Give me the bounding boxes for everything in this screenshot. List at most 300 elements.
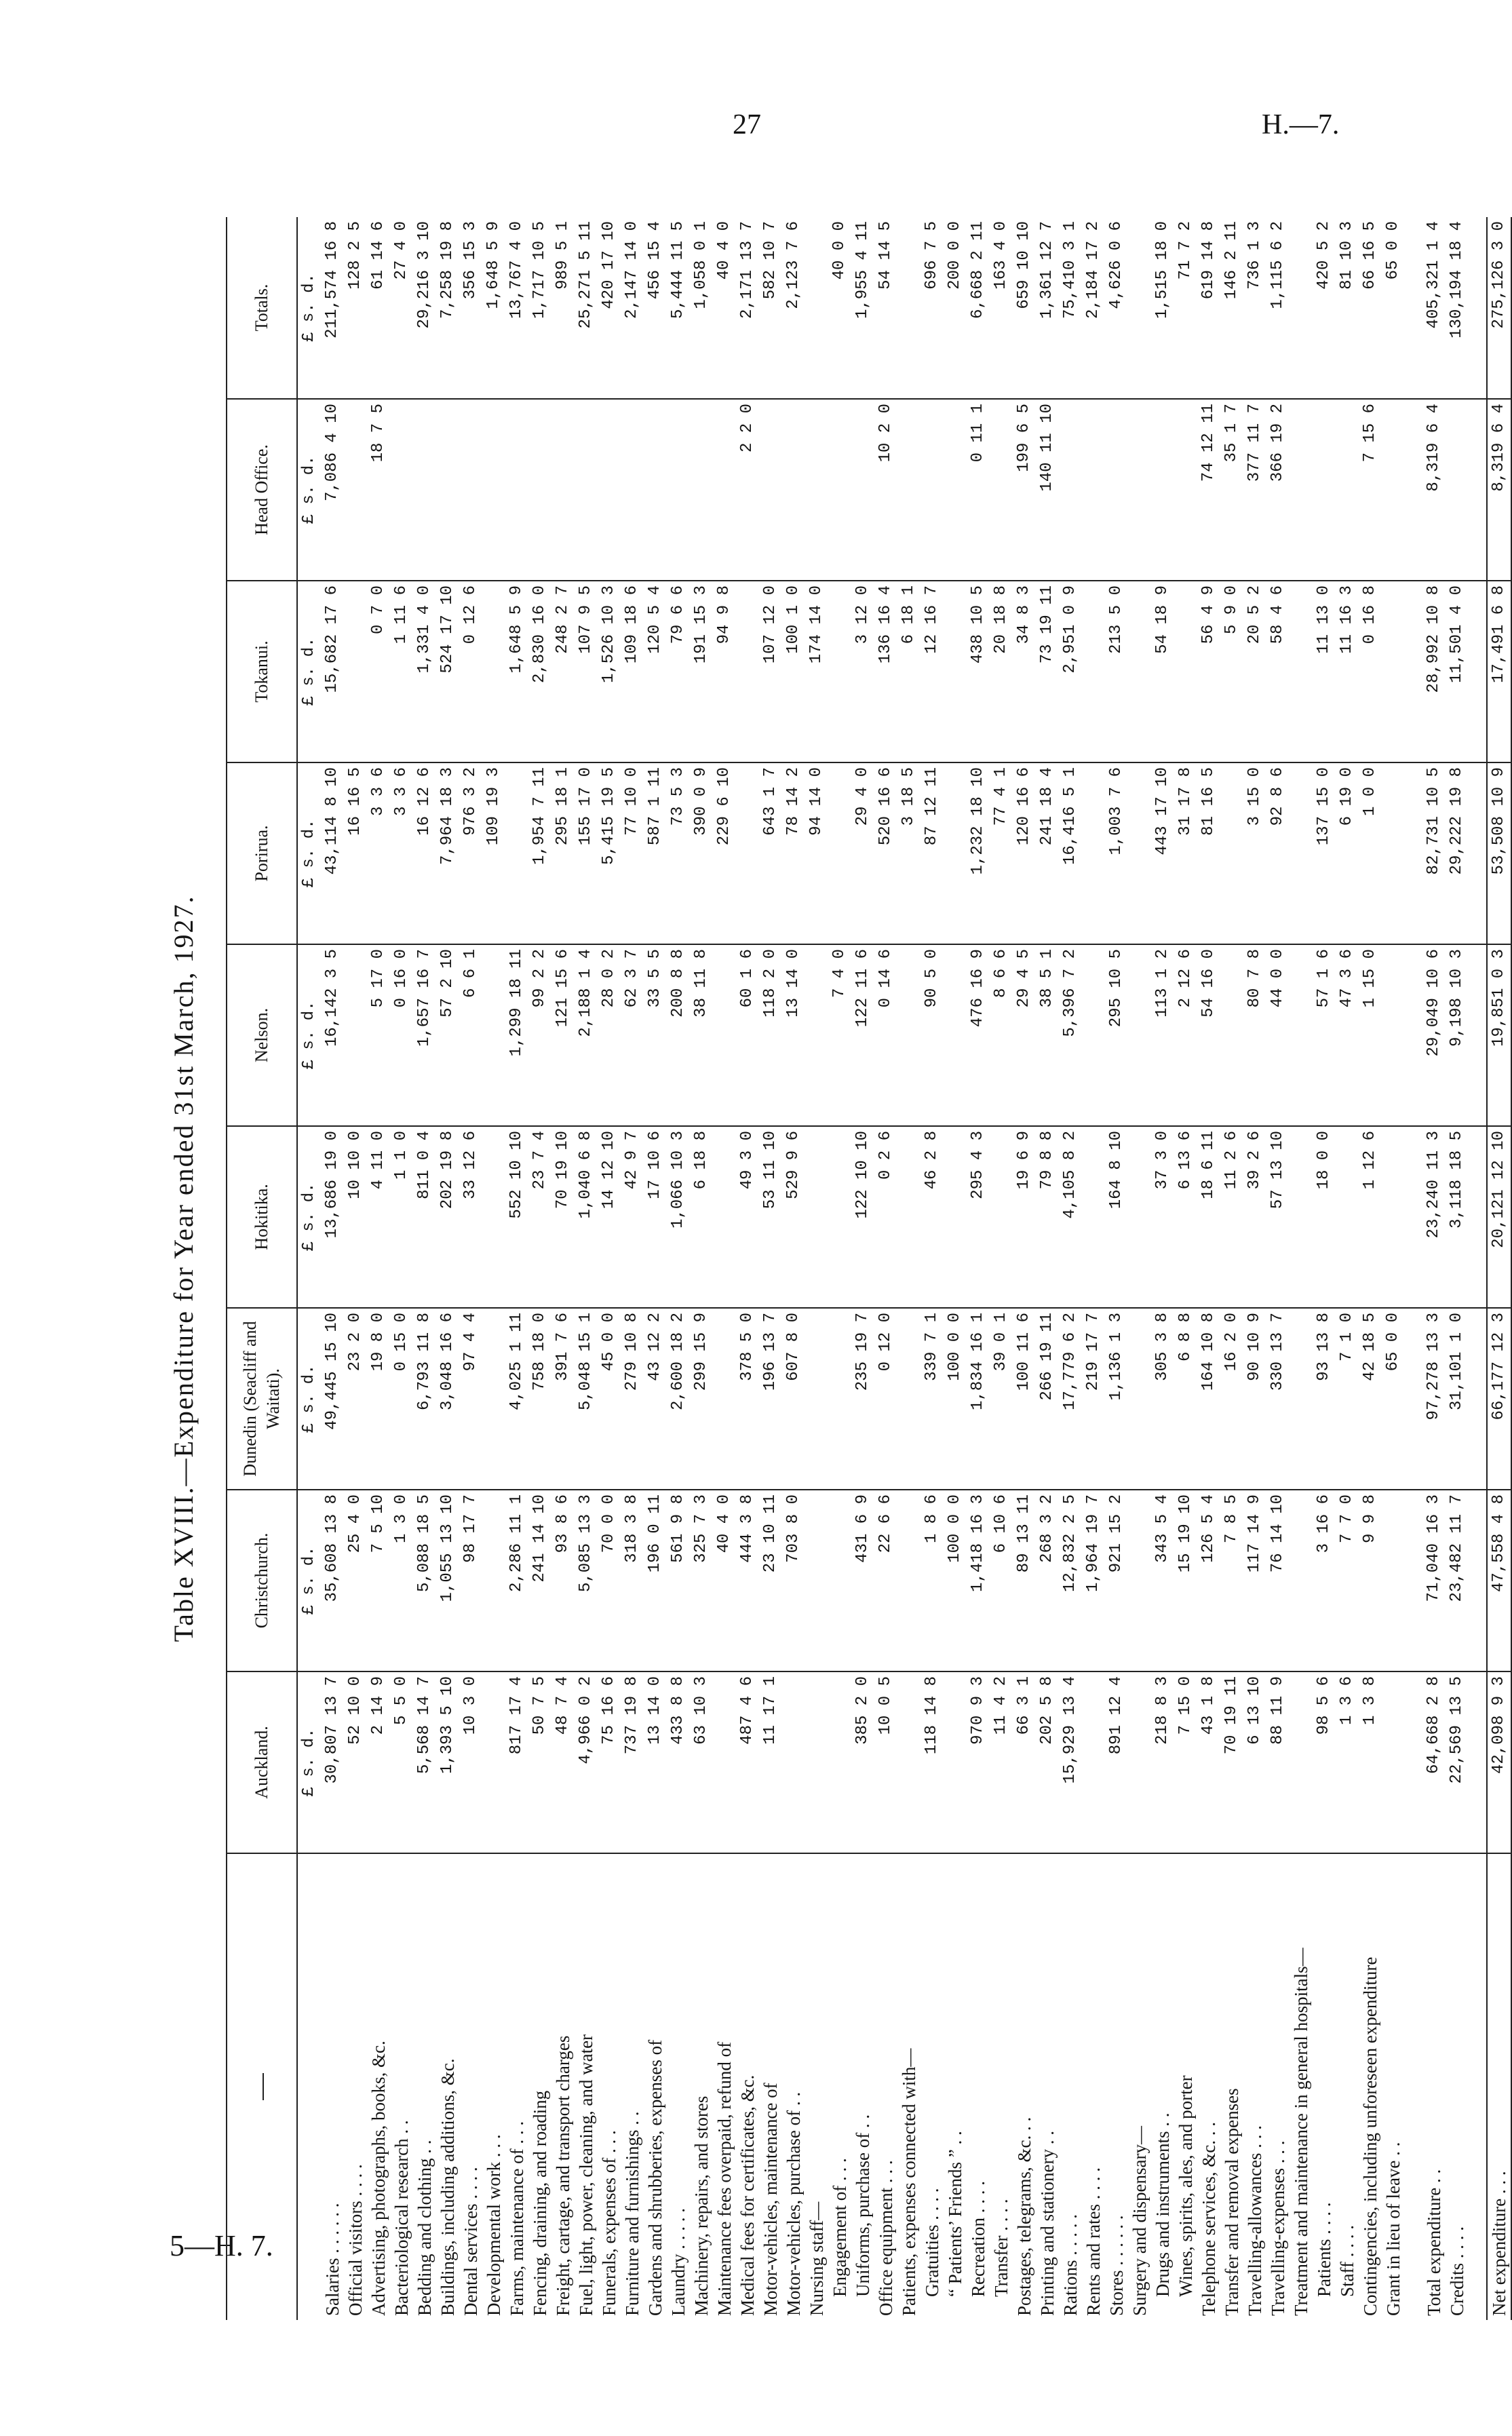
col-header: Christchurch. xyxy=(227,1490,297,1671)
amount-cell xyxy=(1382,581,1405,762)
amount-cell: 35 1 7 xyxy=(1220,399,1243,581)
amount-cell: 295 18 1 xyxy=(551,762,575,944)
amount-cell: 1,515 18 0 xyxy=(1151,217,1174,399)
table-row xyxy=(1220,217,1243,2320)
amount-cell: 9,198 10 3 xyxy=(1446,944,1469,1126)
amount-cell: 49 3 0 xyxy=(736,1126,759,1308)
amount-cell xyxy=(1082,581,1105,762)
amount-cell xyxy=(828,581,851,762)
amount-cell: 1,717 10 5 xyxy=(528,217,551,399)
amount-cell xyxy=(1082,399,1105,581)
amount-cell: 199 6 5 xyxy=(1013,399,1036,581)
amount-cell: 117 14 9 xyxy=(1243,1490,1266,1671)
amount-cell: 2,600 18 2 xyxy=(667,1308,690,1490)
amount-cell: 7 7 0 xyxy=(1336,1490,1359,1671)
amount-cell: 1 12 6 xyxy=(1359,1126,1382,1308)
amount-cell: 79 8 8 xyxy=(1036,1126,1059,1308)
amount-cell xyxy=(944,1671,967,1853)
amount-cell: 10 10 0 xyxy=(344,1126,367,1308)
amount-cell: 163 4 0 xyxy=(990,217,1013,399)
table-row xyxy=(1105,217,1128,2320)
amount-cell: 0 15 0 xyxy=(390,1308,413,1490)
col-header: Porirua. xyxy=(227,762,297,944)
table-row xyxy=(367,217,390,2320)
amount-cell xyxy=(1469,1490,1487,1671)
amount-cell: 390 0 9 xyxy=(690,762,713,944)
amount-cell: 93 8 6 xyxy=(551,1490,575,1671)
row-label: Advertising, photographs, books, &c. xyxy=(368,2041,389,2316)
table-row xyxy=(644,217,667,2320)
amount-cell: 330 13 7 xyxy=(1266,1308,1290,1490)
amount-cell: 1,393 5 10 xyxy=(436,1671,459,1853)
amount-cell: 2,171 13 7 xyxy=(736,217,759,399)
amount-cell: 438 10 5 xyxy=(967,581,990,762)
amount-cell: 8,319 6 4 xyxy=(1422,399,1446,581)
amount-cell xyxy=(1405,581,1422,762)
amount-cell: 2 12 6 xyxy=(1174,944,1197,1126)
table-row xyxy=(1128,217,1151,2320)
amount-cell: 80 7 8 xyxy=(1243,944,1266,1126)
amount-cell: 29 4 0 xyxy=(851,762,874,944)
amount-cell: 122 11 6 xyxy=(851,944,874,1126)
col-header: Hokitika. xyxy=(227,1126,297,1308)
amount-cell: 241 18 4 xyxy=(1036,762,1059,944)
amount-cell: 16 2 0 xyxy=(1220,1308,1243,1490)
amount-cell: 19,851 0 3 xyxy=(1487,944,1511,1126)
row-label: Printing and stationery . . xyxy=(1037,2131,1058,2316)
amount-cell: 16,142 3 5 xyxy=(321,944,344,1126)
amount-cell: 54 16 0 xyxy=(1197,944,1220,1126)
row-label: “ Patients’ Friends ” . . xyxy=(945,2131,965,2297)
amount-cell xyxy=(575,399,598,581)
amount-cell: 0 16 0 xyxy=(390,944,413,1126)
amount-cell: 391 7 6 xyxy=(551,1308,575,1490)
amount-cell: 13,686 19 0 xyxy=(321,1126,344,1308)
amount-cell: 200 8 8 xyxy=(667,944,690,1126)
amount-cell: 200 0 0 xyxy=(944,217,967,399)
amount-cell: 28 0 2 xyxy=(598,944,621,1126)
table-row xyxy=(990,217,1013,2320)
amount-cell: 16 12 6 xyxy=(413,762,436,944)
amount-cell: 76 14 10 xyxy=(1266,1490,1290,1671)
amount-cell: 107 12 0 xyxy=(759,581,782,762)
amount-cell: 13,767 4 0 xyxy=(505,217,528,399)
sheet-signature: 5—H. 7. xyxy=(170,2229,273,2262)
table-row xyxy=(505,217,528,2320)
amount-cell: 2,184 17 2 xyxy=(1082,217,1105,399)
amount-cell: 100 11 6 xyxy=(1013,1308,1036,1490)
amount-cell: 81 16 5 xyxy=(1197,762,1220,944)
amount-cell xyxy=(805,1308,828,1490)
amount-cell: 16 16 5 xyxy=(344,762,367,944)
amount-cell: 4 11 0 xyxy=(367,1126,390,1308)
amount-cell: 3 15 0 xyxy=(1243,762,1266,944)
table-row xyxy=(344,217,367,2320)
amount-cell: 218 8 3 xyxy=(1151,1671,1174,1853)
amount-cell: 1 8 6 xyxy=(920,1490,944,1671)
amount-cell: 39 0 1 xyxy=(990,1308,1013,1490)
amount-cell: 976 3 2 xyxy=(459,762,482,944)
row-label: Treatment and maintenance in general hospitals— xyxy=(1291,1948,1311,2316)
amount-cell: 15 19 10 xyxy=(1174,1490,1197,1671)
amount-cell xyxy=(713,1671,736,1853)
amount-cell: 90 10 9 xyxy=(1243,1308,1266,1490)
amount-cell xyxy=(1128,1126,1151,1308)
amount-cell: 1,955 4 11 xyxy=(851,217,874,399)
amount-cell: 7 8 5 xyxy=(1220,1490,1243,1671)
amount-cell: 97,278 13 3 xyxy=(1422,1308,1446,1490)
amount-cell xyxy=(920,399,944,581)
amount-cell: 659 10 10 xyxy=(1013,217,1036,399)
unit-cell xyxy=(297,1853,321,2320)
row-label: Patients, expenses connected with— xyxy=(899,2048,919,2316)
table-row xyxy=(1013,217,1036,2320)
amount-cell: 23 2 0 xyxy=(344,1308,367,1490)
amount-cell: 5,088 18 5 xyxy=(413,1490,436,1671)
amount-cell xyxy=(1290,581,1313,762)
amount-cell xyxy=(897,1308,920,1490)
amount-cell: 1,361 12 7 xyxy=(1036,217,1059,399)
amount-cell xyxy=(1128,217,1151,399)
table-row xyxy=(1382,217,1405,2320)
amount-cell: 2,951 0 9 xyxy=(1059,581,1082,762)
amount-cell: 2,147 14 0 xyxy=(621,217,644,399)
amount-cell: 5,396 7 2 xyxy=(1059,944,1082,1126)
amount-cell xyxy=(690,399,713,581)
amount-cell xyxy=(1405,217,1422,399)
table-row xyxy=(551,217,575,2320)
unit-cell: £ s. d. xyxy=(297,762,321,944)
amount-cell: 5 17 0 xyxy=(367,944,390,1126)
row-label: Motor-vehicles, purchase of . . xyxy=(783,2091,804,2316)
amount-cell: 118 14 8 xyxy=(920,1671,944,1853)
amount-cell: 7,086 4 10 xyxy=(321,399,344,581)
amount-cell: 54 18 9 xyxy=(1151,581,1174,762)
amount-cell: 20 5 2 xyxy=(1243,581,1266,762)
amount-cell: 378 5 0 xyxy=(736,1308,759,1490)
amount-cell: 43 12 2 xyxy=(644,1308,667,1490)
amount-cell: 305 3 8 xyxy=(1151,1308,1174,1490)
amount-cell: 211,574 16 8 xyxy=(321,217,344,399)
amount-cell: 241 14 10 xyxy=(528,1490,551,1671)
amount-cell: 202 19 8 xyxy=(436,1126,459,1308)
amount-cell xyxy=(828,399,851,581)
amount-cell xyxy=(1082,762,1105,944)
amount-cell xyxy=(1405,1308,1422,1490)
amount-cell: 70 0 0 xyxy=(598,1490,621,1671)
amount-cell xyxy=(1382,944,1405,1126)
table-body xyxy=(297,217,1511,2320)
unit-cell: £ s. d. xyxy=(297,1126,321,1308)
amount-cell: 29,216 3 10 xyxy=(413,217,436,399)
amount-cell: 456 15 4 xyxy=(644,217,667,399)
amount-cell: 31 17 8 xyxy=(1174,762,1197,944)
amount-cell xyxy=(851,399,874,581)
amount-cell xyxy=(944,399,967,581)
amount-cell: 155 17 0 xyxy=(575,762,598,944)
amount-cell: 17,779 6 2 xyxy=(1059,1308,1082,1490)
col-header: Tokanui. xyxy=(227,581,297,762)
amount-cell xyxy=(1128,399,1151,581)
amount-cell: 703 8 0 xyxy=(782,1490,805,1671)
amount-cell xyxy=(1469,581,1487,762)
amount-cell: 10 3 0 xyxy=(459,1671,482,1853)
table-row xyxy=(1313,217,1336,2320)
amount-cell: 619 14 8 xyxy=(1197,217,1220,399)
amount-cell: 3 18 5 xyxy=(897,762,920,944)
table-row xyxy=(575,217,598,2320)
amount-cell xyxy=(390,399,413,581)
unit-row xyxy=(297,217,321,2320)
row-label: Machinery, repairs, and stores xyxy=(691,2095,712,2316)
amount-cell: 7 4 0 xyxy=(828,944,851,1126)
amount-cell: 325 7 3 xyxy=(690,1490,713,1671)
amount-cell: 4,966 0 2 xyxy=(575,1671,598,1853)
amount-cell: 54 14 5 xyxy=(874,217,897,399)
amount-cell xyxy=(944,762,967,944)
row-label: Developmental work . . . xyxy=(484,2134,504,2316)
table-row xyxy=(944,217,967,2320)
amount-cell: 405,321 1 4 xyxy=(1422,217,1446,399)
amount-cell: 248 2 7 xyxy=(551,581,575,762)
amount-cell: 213 5 0 xyxy=(1105,581,1128,762)
amount-cell xyxy=(1382,762,1405,944)
amount-cell: 56 4 9 xyxy=(1197,581,1220,762)
amount-cell: 1,232 18 10 xyxy=(967,762,990,944)
amount-cell: 98 5 6 xyxy=(1313,1671,1336,1853)
amount-cell: 1 1 0 xyxy=(390,1126,413,1308)
amount-cell: 2 2 0 xyxy=(736,399,759,581)
amount-cell: 22 6 6 xyxy=(874,1490,897,1671)
table-row xyxy=(390,217,413,2320)
amount-cell: 5 9 0 xyxy=(1220,581,1243,762)
rotated-table-block xyxy=(151,217,1509,2320)
amount-cell: 35,608 13 8 xyxy=(321,1490,344,1671)
row-label: Travelling-expenses . . . xyxy=(1268,2140,1288,2316)
amount-cell: 94 14 0 xyxy=(805,762,828,944)
amount-cell: 8 6 6 xyxy=(990,944,1013,1126)
row-label: Transfer . . . . xyxy=(991,2199,1011,2297)
amount-cell: 1,964 19 7 xyxy=(1082,1490,1105,1671)
amount-cell xyxy=(713,1308,736,1490)
amount-cell: 47 3 6 xyxy=(1336,944,1359,1126)
amount-cell xyxy=(1446,399,1469,581)
amount-cell: 38 11 8 xyxy=(690,944,713,1126)
amount-cell xyxy=(1174,399,1197,581)
amount-cell: 229 6 10 xyxy=(713,762,736,944)
amount-cell: 202 5 8 xyxy=(1036,1671,1059,1853)
amount-cell xyxy=(667,399,690,581)
amount-cell: 420 17 10 xyxy=(598,217,621,399)
amount-cell: 1,954 7 11 xyxy=(528,762,551,944)
amount-cell: 99 2 2 xyxy=(528,944,551,1126)
amount-cell xyxy=(1220,762,1243,944)
amount-cell: 137 15 0 xyxy=(1313,762,1336,944)
amount-cell: 1,058 0 1 xyxy=(690,217,713,399)
col-header: Auckland. xyxy=(227,1671,297,1853)
amount-cell: 529 9 6 xyxy=(782,1126,805,1308)
amount-cell: 20,121 12 10 xyxy=(1487,1126,1511,1308)
amount-cell: 5,085 13 3 xyxy=(575,1490,598,1671)
amount-cell: 10 2 0 xyxy=(874,399,897,581)
amount-cell: 97 4 4 xyxy=(459,1308,482,1490)
amount-cell: 13 14 0 xyxy=(644,1671,667,1853)
amount-cell: 42 9 7 xyxy=(621,1126,644,1308)
amount-cell: 50 7 5 xyxy=(528,1671,551,1853)
row-label: Postages, telegrams, &c. . . xyxy=(1014,2116,1034,2316)
amount-cell: 75 16 6 xyxy=(598,1671,621,1853)
amount-cell: 109 18 6 xyxy=(621,581,644,762)
row-label xyxy=(1405,1853,1422,2320)
amount-cell: 17,491 6 8 xyxy=(1487,581,1511,762)
amount-cell: 431 6 9 xyxy=(851,1490,874,1671)
amount-cell: 3 16 6 xyxy=(1313,1490,1336,1671)
amount-cell xyxy=(1128,1671,1151,1853)
amount-cell: 1,657 16 7 xyxy=(413,944,436,1126)
amount-cell: 88 11 9 xyxy=(1266,1671,1290,1853)
amount-cell: 970 9 3 xyxy=(967,1671,990,1853)
row-label: Medical fees for certificates, &c. xyxy=(737,2074,758,2316)
table-row xyxy=(459,217,482,2320)
amount-cell: 75,410 3 1 xyxy=(1059,217,1082,399)
amount-cell: 9 9 8 xyxy=(1359,1490,1382,1671)
amount-cell: 65 0 0 xyxy=(1382,217,1405,399)
amount-cell: 891 12 4 xyxy=(1105,1671,1128,1853)
amount-cell: 1,055 13 10 xyxy=(436,1490,459,1671)
amount-cell: 82,731 10 5 xyxy=(1422,762,1446,944)
amount-cell: 817 17 4 xyxy=(505,1671,528,1853)
row-label: Furniture and furnishings . . xyxy=(622,2111,642,2316)
amount-cell: 66,177 12 3 xyxy=(1487,1308,1511,1490)
amount-cell xyxy=(344,399,367,581)
amount-cell: 30,807 13 7 xyxy=(321,1671,344,1853)
expenditure-table xyxy=(226,217,1512,2320)
row-label: Freight, cartage, and transport charges xyxy=(553,2035,573,2316)
row-label: Office equipment . . . xyxy=(876,2160,896,2316)
table-row xyxy=(1243,217,1266,2320)
col-header: Nelson. xyxy=(227,944,297,1126)
amount-cell: 29,222 19 8 xyxy=(1446,762,1469,944)
amount-cell xyxy=(759,399,782,581)
amount-cell: 6,793 11 8 xyxy=(413,1308,436,1490)
amount-cell xyxy=(805,944,828,1126)
amount-cell xyxy=(1128,581,1151,762)
amount-cell: 1 15 0 xyxy=(1359,944,1382,1126)
amount-cell: 0 7 0 xyxy=(367,581,390,762)
row-label: Contingencies, including unforeseen expenditure xyxy=(1360,1956,1380,2316)
amount-cell: 93 13 8 xyxy=(1313,1308,1336,1490)
amount-cell: 66 3 1 xyxy=(1013,1671,1036,1853)
amount-cell: 57 2 10 xyxy=(436,944,459,1126)
amount-cell: 66 16 5 xyxy=(1359,217,1382,399)
amount-cell xyxy=(828,1126,851,1308)
amount-cell: 42,098 9 3 xyxy=(1487,1671,1511,1853)
table-row xyxy=(713,217,736,2320)
amount-cell: 23 7 4 xyxy=(528,1126,551,1308)
amount-cell: 4,626 0 6 xyxy=(1105,217,1128,399)
amount-cell: 20 18 8 xyxy=(990,581,1013,762)
amount-cell: 3 3 6 xyxy=(367,762,390,944)
amount-cell: 10 0 5 xyxy=(874,1671,897,1853)
amount-cell: 90 5 0 xyxy=(920,944,944,1126)
amount-cell: 196 13 7 xyxy=(759,1308,782,1490)
amount-cell: 11 16 3 xyxy=(1336,581,1359,762)
amount-cell: 6 13 10 xyxy=(1243,1671,1266,1853)
amount-cell: 47,558 4 8 xyxy=(1487,1490,1511,1671)
amount-cell: 71,040 16 3 xyxy=(1422,1490,1446,1671)
amount-cell: 6 18 1 xyxy=(897,581,920,762)
amount-cell xyxy=(897,1490,920,1671)
amount-cell: 43,114 8 10 xyxy=(321,762,344,944)
amount-cell xyxy=(828,1671,851,1853)
amount-cell: 5,568 14 7 xyxy=(413,1671,436,1853)
amount-cell: 5,048 15 1 xyxy=(575,1308,598,1490)
amount-cell: 191 15 3 xyxy=(690,581,713,762)
amount-cell: 15,929 13 4 xyxy=(1059,1671,1082,1853)
amount-cell xyxy=(1313,399,1336,581)
unit-cell: £ s. d. xyxy=(297,944,321,1126)
amount-cell: 25 4 0 xyxy=(344,1490,367,1671)
spacer-row xyxy=(1405,217,1422,2320)
amount-cell: 0 14 6 xyxy=(874,944,897,1126)
amount-cell: 11,501 4 0 xyxy=(1446,581,1469,762)
amount-cell xyxy=(482,581,505,762)
amount-cell: 1,040 6 8 xyxy=(575,1126,598,1308)
amount-cell xyxy=(1469,1126,1487,1308)
amount-cell xyxy=(1290,1490,1313,1671)
amount-cell: 758 18 0 xyxy=(528,1308,551,1490)
amount-cell: 40 4 0 xyxy=(713,217,736,399)
amount-cell xyxy=(1290,944,1313,1126)
total-row xyxy=(1446,217,1469,2320)
amount-cell: 582 10 7 xyxy=(759,217,782,399)
table-row xyxy=(1151,217,1174,2320)
net-expenditure-row xyxy=(1487,217,1511,2320)
row-label: Drugs and instruments . . xyxy=(1152,2112,1173,2297)
amount-cell xyxy=(897,217,920,399)
table-row xyxy=(967,217,990,2320)
amount-cell: 23,240 11 3 xyxy=(1422,1126,1446,1308)
amount-cell: 6 19 0 xyxy=(1336,762,1359,944)
amount-cell: 1 3 0 xyxy=(390,1490,413,1671)
amount-cell: 120 5 4 xyxy=(644,581,667,762)
table-row xyxy=(482,217,505,2320)
amount-cell: 2,123 7 6 xyxy=(782,217,805,399)
amount-cell: 6 13 6 xyxy=(1174,1126,1197,1308)
amount-cell: 31,101 1 0 xyxy=(1446,1308,1469,1490)
amount-cell: 118 2 0 xyxy=(759,944,782,1126)
table-row xyxy=(321,217,344,2320)
amount-cell xyxy=(805,1671,828,1853)
amount-cell: 268 3 2 xyxy=(1036,1490,1059,1671)
amount-cell xyxy=(1469,762,1487,944)
amount-cell xyxy=(1382,1671,1405,1853)
amount-cell: 377 11 7 xyxy=(1243,399,1266,581)
amount-cell: 73 5 3 xyxy=(667,762,690,944)
amount-cell: 1,418 16 3 xyxy=(967,1490,990,1671)
amount-cell xyxy=(1128,762,1151,944)
amount-cell: 46 2 8 xyxy=(920,1126,944,1308)
amount-cell: 19 6 9 xyxy=(1013,1126,1036,1308)
amount-cell: 64,668 2 8 xyxy=(1422,1671,1446,1853)
amount-cell xyxy=(1469,944,1487,1126)
amount-cell: 433 8 8 xyxy=(667,1671,690,1853)
amount-cell xyxy=(1128,1308,1151,1490)
amount-cell: 33 5 5 xyxy=(644,944,667,1126)
amount-cell: 7,964 18 3 xyxy=(436,762,459,944)
amount-cell: 18 6 11 xyxy=(1197,1126,1220,1308)
row-label: Rations . . . . . xyxy=(1060,2213,1081,2316)
